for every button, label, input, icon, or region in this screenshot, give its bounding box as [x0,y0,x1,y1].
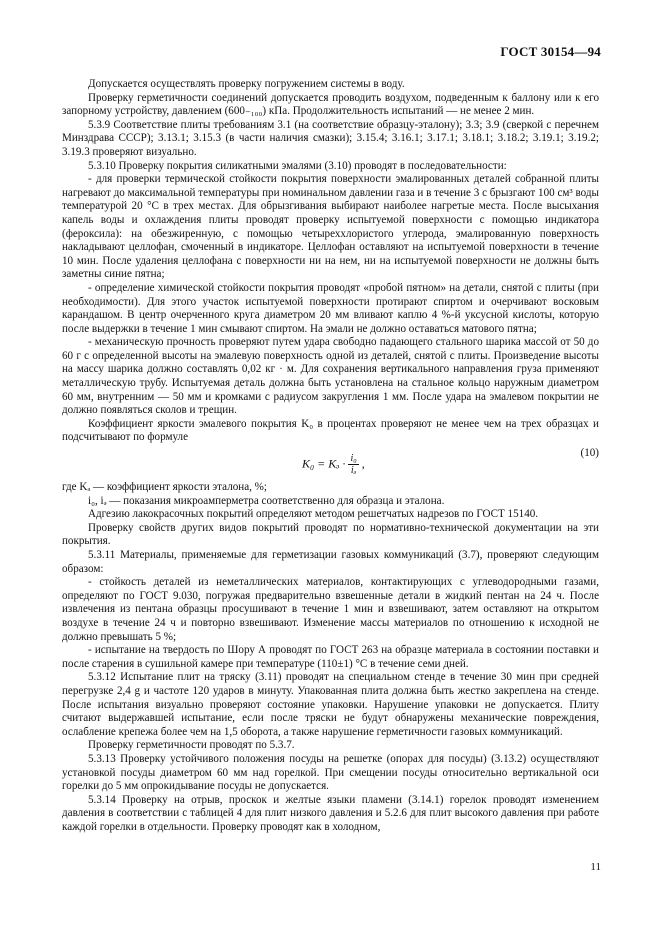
formula-lhs: K₀ = Kₔ · [302,456,346,471]
paragraph: Коэффициент яркости эмалевого покрытия K₀ в процентах проверяют не менее чем на трех образцах и подсчитывают по формуле [62,417,599,444]
paragraph: Допускается осуществлять проверку погружением системы в воду. [88,78,405,90]
formula-tail: , [361,456,365,471]
paragraph: 5.3.12 Испытание плит на тряску (3.11) проводят на специальном стенде в течение 30 мин при средней перегрузке 2,4 g и частоте 120 ударов в минуту. Упакованная плита должна быть жестко закреплена на стенде. После испытания визуально проверяют состояние упаковки. Нарушение упаковки не допускается. Плиту считают выдержавшей испытание, если после тряски не будут обнаружены механические повреждения, ослабление крепежа более чем на 1,5 оборота, а также нарушение герметичности газовых коммуникаций. [62,671,599,738]
paragraph: Проверку свойств других видов покрытий проводят по нормативно-технической документации на эти покрытия. [62,521,599,548]
formula-numerator: i₀ [350,453,357,465]
page-number: 11 [590,861,601,873]
formula-10 [62,445,599,481]
formula-number: (10) [580,447,599,460]
page-header-standard: ГОСТ 30154—94 [500,44,601,59]
paragraph: 5.3.13 Проверку устойчивого положения посуды на решетке (опорах для посуды) (3.13.2) осуществляют установкой посуды диаметром 60 мм над горелкой. При смещении посуды относительно вертикальной оси горелки до 5 мм опрокидывание посуды не допускается. [62,752,599,793]
paragraph: i₀, iₔ — показания микроамперметра соответственно для образца и эталона. [88,494,445,507]
paragraph: 5.3.9 Соответствие плиты требованиям 3.1 (на соответствие образцу-эталону); 3.3; 3.9 (сверкой с перечнем Минздрава СССР); 3.13.1; 3.15.3 (в части наличия смазки); 3.15.4; 3.16.1; 3.17.1; 3.18.1; 3.18.2; 3.19.1; 3.19.2; 3.19.3 проверяют визуально. [62,118,599,158]
formula-fraction [348,453,358,476]
paragraph: 5.3.10 Проверку покрытия силикатными эмалями (3.10) проводят в последовательности: [88,159,507,172]
paragraph: где Kₔ — коэффициент яркости эталона, %; [62,481,268,494]
paragraph: Адгезию лакокрасочных покрытий определяют методом решетчатых надрезов по ГОСТ 15140. [88,508,539,521]
paragraph: - механическую прочность проверяют путем удара свободно падающего стального шарика массой от 50 до 60 г с определенной высоты на эмалевую поверхность одной из деталей, снятой с плиты. Произведение высоты на массу шарика должно составлять 0,02 кг · м. Для сохранения вертикального направления груза применяют металлическую трубу. Испытуемая деталь должна быть установлена на стальное кольцо наружным диаметром 60 мм, внутренним — 50 мм и кромками с радиусом закругления 1 мм. После удара на эмалевом покрытии не должно появляться сколов и трещин. [62,336,599,417]
formula-denominator: iₔ [350,465,357,477]
document-body [62,78,599,834]
paragraph: 5.3.11 Материалы, применяемые для герметизации газовых коммуникаций (3.7), проверяют следующим образом: [62,549,599,575]
paragraph: 5.3.14 Проверку на отрыв, проскок и желтые языки пламени (3.14.1) горелок проводят изменением давления в соответствии с таблицей 4 для плит низкого давления и 5.2.6 для плит высокого давления при работе каждой горелки в отдельности. Проверку проводят как в холодном, [62,793,599,833]
paragraph: Проверку герметичности соединений допускается проводить воздухом, подведенным к баллону или к его запорному устройству, давлением (600₋₁₀₀) кПа. Продолжительность испытаний — не менее 2 мин. [62,91,599,118]
paragraph: Проверку герметичности проводят по 5.3.7. [88,739,295,752]
paragraph: - стойкость деталей из неметаллических материалов, контактирующих с углеводородными газами, определяют по ГОСТ 9.030, погружая предварительно взвешенные детали в жидкий пентан на 24 ч. После извлечения из пентана образцы просушивают в течение 1 мин и взвешивают, затем оставляют на открытом воздухе в течение 24 ч и повторно взвешивают. Изменение массы материалов по отношению к исходной не должно превышать 5 %; [62,576,599,643]
paragraph: - испытание на твердость по Шору А проводят по ГОСТ 263 на образце материала в состоянии поставки и после старения в сушильной камере при температуре (110±1) °С в течение семи дней. [62,644,599,670]
paragraph: - определение химической стойкости покрытия проводят «пробой пятном» на детали, снятой с плиты (при необходимости). Для этого участок испытуемой поверхности протирают спиртом и очерчивают восковым карандашом. В центр очерченного круга диаметром 20 мм вливают каплю 4 %-й уксусной кислоты, которую после выдержки в течение 1 мин смывают спиртом. На эмали не должно оставаться матового пятна; [62,281,599,335]
paragraph: - для проверки термической стойкости покрытия поверхности эмалированных деталей собранной плиты нагревают до максимальной температуры при номинальном давлении газа и в течение 3 с брызгают 100 см³ воды температурой 20 °С в трех местах. Для обрызгивания выбирают наиболее нагретые места. После высыхания капель воды и охлаждения плиты проводят проверку испытуемой поверхности с помощью индикатора (фероксила): на обезжиренную, с помощью четыреххлористого углерода, эмалированную поверхность накладывают целлофан, смоченный в индикаторе. Целлофан оставляют на испытуемой поверхности в течение 10 мин. После удаления целлофана с поверхности ни на нем, ни на испытуемой поверхности не должны быть заметны синие пятна; [62,173,599,281]
formula-expression [302,453,365,476]
